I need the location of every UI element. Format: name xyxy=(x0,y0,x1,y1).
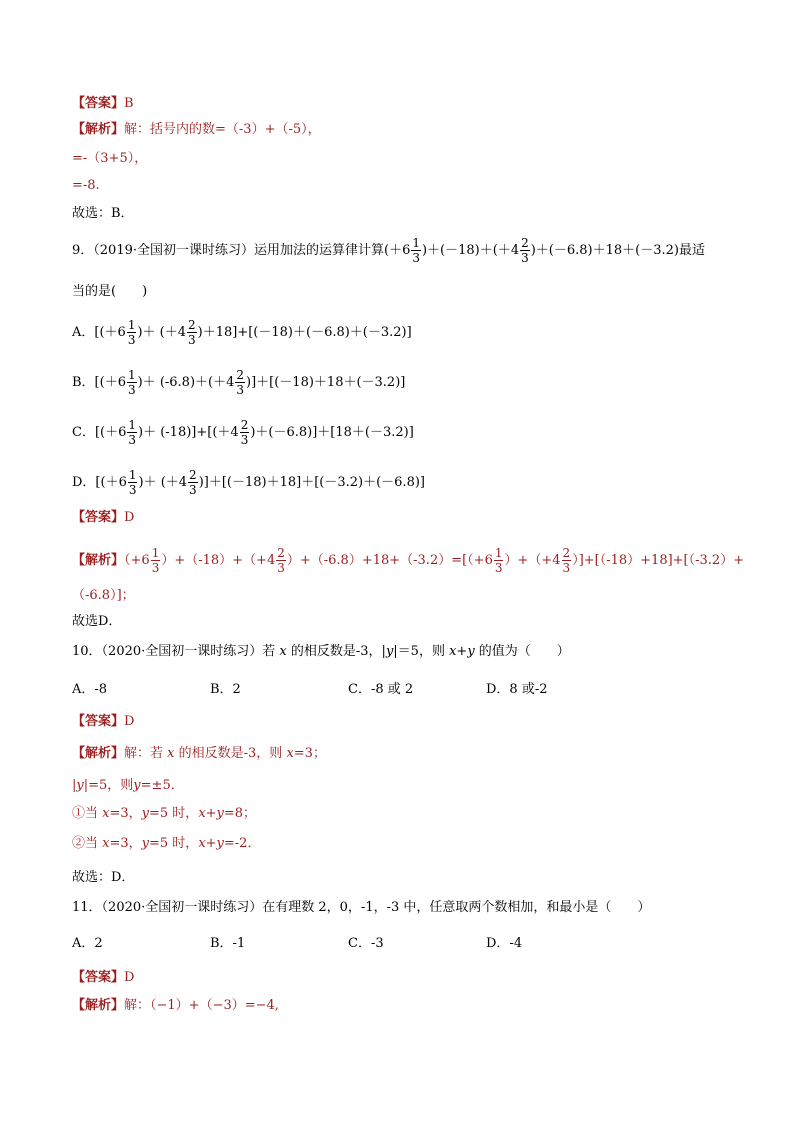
q10-option-d[interactable]: D．8 或-2 xyxy=(486,682,548,697)
q11-option-c[interactable]: C．-3 xyxy=(348,936,384,951)
fraction: $\frac{2}{3}$ xyxy=(521,236,529,265)
q11-analysis-line-1: 【解析】解：（−1）+（−3）=−4, xyxy=(72,998,279,1013)
fraction: $\frac{1}{3}$ xyxy=(151,546,160,575)
q9-option-c[interactable]: C．[(＋6 $\frac{1}{3}$ )＋ (-18)]+[(＋4 $\frac{2}{3}$ )＋(－6.8)]＋[18＋(－3.2)] xyxy=(72,418,414,447)
q11-stem: 11．（2020·全国初一课时练习）在有理数 2，0，-1，-3 中，任意取两个数相加，和最小是（ ） xyxy=(72,900,651,915)
q10-option-b[interactable]: B．2 xyxy=(210,682,241,697)
q9-stem-part: )＋(－6.8)＋18＋(－3.2)最适 xyxy=(530,243,705,258)
fraction: $\frac{1}{3}$ xyxy=(128,468,137,497)
fraction: $\frac{2}{3}$ xyxy=(277,546,285,575)
answer-value: B xyxy=(124,96,134,111)
analysis-tag: 【解析】 xyxy=(72,998,125,1013)
q9-conclusion: 故选D． xyxy=(72,614,122,629)
q9-option-d[interactable]: D．[(＋6 $\frac{1}{3}$ )＋ (＋4 $\frac{2}{3}$ )]＋[(－18)＋18]＋[(－3.2)＋(－6.8)] xyxy=(72,468,425,497)
q9-option-a[interactable]: A．[(＋6 $\frac{1}{3}$ )＋ (＋4 $\frac{2}{3}$ )＋18]+[(－18)＋(－6.8)＋(－3.2)] xyxy=(72,318,412,347)
analysis-tag: 【解析】 xyxy=(72,122,125,137)
fraction: $\frac{1}{3}$ xyxy=(127,318,136,347)
q11-option-a[interactable]: A．2 xyxy=(72,936,103,951)
fraction: $\frac{2}{3}$ xyxy=(188,318,196,347)
answer-value: D xyxy=(124,510,135,525)
q10-answer-line xyxy=(72,714,134,730)
fraction: $\frac{2}{3}$ xyxy=(189,468,197,497)
fraction: $\frac{2}{3}$ xyxy=(236,368,245,397)
q8-analysis-line-3: =-8. xyxy=(72,178,100,193)
q11-option-d[interactable]: D．-4 xyxy=(486,936,523,951)
q9-stem-part: (＋6 xyxy=(384,243,411,258)
answer-tag: 【答案】 xyxy=(72,510,125,525)
analysis-text: 解：括号内的数=（-3）+（-5）， xyxy=(124,122,321,137)
q9-stem-line-1 xyxy=(72,236,705,265)
q9-option-b[interactable]: B．[(＋6 $\frac{1}{3}$ )＋ (-6.8)＋(＋4 $\frac{2}{3}$ )]＋[(－18)＋18＋(－3.2)] xyxy=(72,368,406,397)
analysis-tag: 【解析】 xyxy=(72,553,125,568)
answer-tag: 【答案】 xyxy=(72,970,125,985)
q11-answer-line xyxy=(72,970,134,986)
fraction: $\frac{1}{3}$ xyxy=(412,236,420,265)
fraction: $\frac{1}{3}$ xyxy=(128,418,137,447)
fraction: $\frac{2}{3}$ xyxy=(240,418,249,447)
answer-value: D xyxy=(124,970,135,985)
q10-analysis-line-4: ②当 x=3，y=5 时，x+y=-2． xyxy=(72,836,261,851)
fraction: $\frac{1}{3}$ xyxy=(494,546,503,575)
analysis-tag: 【解析】 xyxy=(72,746,125,761)
q11-option-b[interactable]: B．-1 xyxy=(210,936,246,951)
q10-analysis-line-3: ①当 x=3，y=5 时，x+y=8； xyxy=(72,806,257,821)
q10-stem: 10．（2020·全国初一课时练习）若 x 的相反数是-3，|y|＝5，则 x+y 的值为（ ） xyxy=(72,644,570,659)
q9-answer-line xyxy=(72,510,134,526)
answer-tag: 【答案】 xyxy=(72,96,125,111)
q9-analysis-line-2: （-6.8）]； xyxy=(72,588,135,603)
fraction: $\frac{1}{3}$ xyxy=(127,368,136,397)
q8-analysis-line-2: =-（3+5）， xyxy=(72,151,148,166)
q10-conclusion: 故选：D． xyxy=(72,870,135,885)
q9-stem-part: 9．（2019·全国初一课时练习）运用加法的运算律计算 xyxy=(72,243,384,258)
answer-value: D xyxy=(124,714,135,729)
q9-stem-part: )＋(－18)＋(＋4 xyxy=(421,243,520,258)
q10-analysis-line-1: 【解析】解：若 x 的相反数是-3，则 x=3； xyxy=(72,746,326,761)
q9-analysis-line-1: 【解析】（+6 $\frac{1}{3}$ ）+（-18）+（+4 $\frac{2}{3}$ ）+（-6.8）+18+（-3.2）=[（+6 $\frac{1}{3}$ ）+（+4 $\frac{2}{3}$ ）]+[（-18）+18]+[（-3.2）+ xyxy=(72,546,745,575)
fraction: $\frac{2}{3}$ xyxy=(562,546,571,575)
q8-conclusion: 故选：B． xyxy=(72,206,134,221)
answer-tag: 【答案】 xyxy=(72,714,125,729)
q10-option-a[interactable]: A．-8 xyxy=(72,682,108,697)
q8-analysis-line-1 xyxy=(72,122,321,138)
q8-answer-line xyxy=(72,96,134,112)
q10-analysis-line-2: |y|=5，则y=±5． xyxy=(72,778,184,793)
q10-option-c[interactable]: C．-8 或 2 xyxy=(348,682,414,697)
q9-stem-line-2: 当的是( ) xyxy=(72,284,148,299)
